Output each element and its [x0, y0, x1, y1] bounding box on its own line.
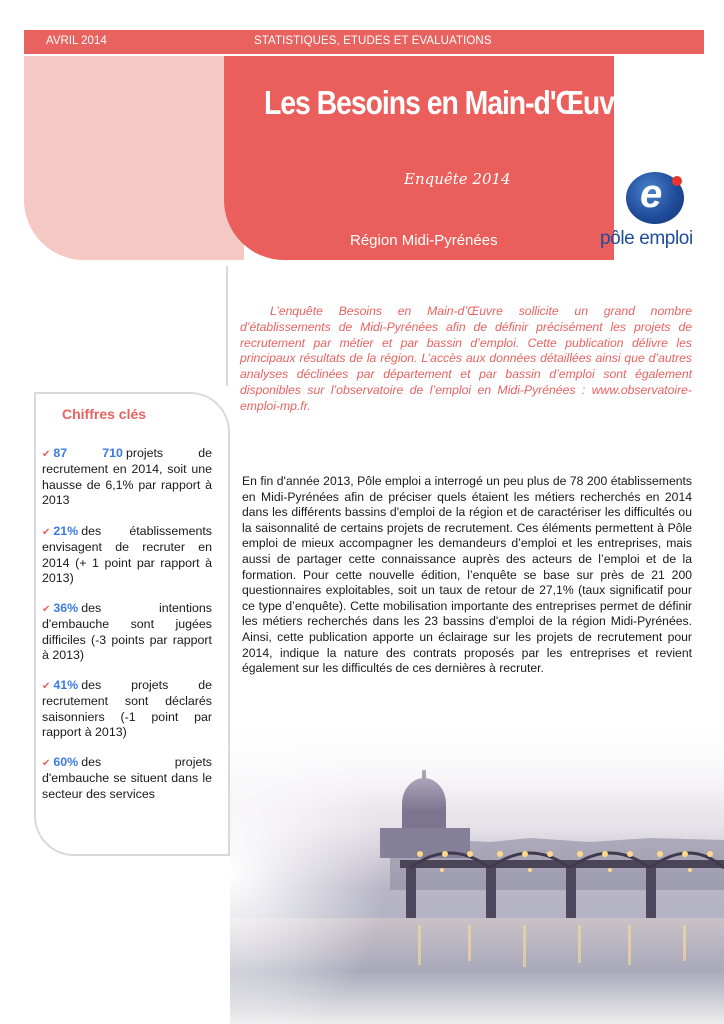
section-title: STATISTIQUES, ETUDES ET EVALUATIONS	[254, 35, 492, 47]
check-icon: ✔	[42, 681, 51, 692]
check-icon: ✔	[42, 604, 51, 615]
key-figure-text: des projets d'embauche se situent dans le secteur des services	[42, 755, 212, 801]
divider	[226, 266, 228, 386]
key-figure-text: des établissements envisagent de recruter en 2014 (+ 1 point par rapport à 2013)	[42, 524, 212, 585]
key-figure-item	[42, 524, 212, 586]
region-name: Région Midi-Pyrénées	[350, 232, 498, 249]
key-figure-item	[42, 601, 212, 663]
check-icon: ✔	[42, 527, 51, 538]
key-figure-value: 87 710	[53, 446, 123, 460]
key-figure-value: 36%	[53, 601, 79, 615]
hero-pink-panel	[24, 56, 244, 260]
key-figure-text: projets de recrutement en 2014, soit une hausse de 6,1% par rapport à 2013	[42, 446, 212, 507]
intro-text: L’enquête Besoins en Main-d’Œuvre sollicite un grand nombre d’établissements de Midi-Pyrénées afin de définir précisément les projets de recrutement par métier et par bassin d’emploi. Cette publication délivre les principaux résultats de la région. L’accès aux données détaillées ainsi que d’autres analyses déclinées par département et par bassin d’emploi sont également disponibles sur l’observatoire de l’emploi en Midi-Pyrénées : www.observatoire-emploi-mp.fr.	[240, 304, 692, 413]
check-icon: ✔	[42, 758, 51, 769]
key-figure-text: des projets de recrutement sont déclarés saisonniers (-1 point par rapport à 2013)	[42, 678, 212, 739]
logo-dot	[672, 176, 682, 186]
key-figure-value: 21%	[53, 524, 79, 538]
logo-text: pôle emploi	[600, 228, 693, 249]
bridge-photo	[230, 720, 724, 1024]
survey-year: Enquête 2014	[404, 170, 511, 188]
publication-date: AVRIL 2014	[46, 35, 107, 47]
key-figure-value: 60%	[53, 755, 79, 769]
header-bar	[24, 30, 704, 54]
logo-letter: e	[640, 172, 663, 216]
key-figure-item	[42, 755, 212, 802]
key-figure-value: 41%	[53, 678, 79, 692]
check-icon: ✔	[42, 449, 51, 460]
key-figure-item	[42, 446, 212, 508]
bridge-photo-illustration	[230, 720, 724, 1024]
key-figures-title: Chiffres clés	[62, 406, 147, 422]
key-figure-text: des intentions d'embauche sont jugées difficiles (-3 points par rapport à 2013)	[42, 601, 212, 662]
document-title: Les Besoins en Main-d'Œuvre	[264, 84, 639, 121]
intro-paragraph	[240, 304, 692, 415]
key-figure-item	[42, 678, 212, 740]
body-paragraph: En fin d'année 2013, Pôle emploi a interrogé un peu plus de 78 200 établissements en Midi-Pyrénées afin de préciser quels étaient les métiers recherchés en 2014 dans les différents bassins d'emploi de la région et de caractériser les difficultés ou la saisonnalité de certains projets de recrutement. Ces éléments permettent à Pôle emploi de mieux accompagner les demandeurs d’emploi et les entreprises, mais aussi de partager cette connaissance auprès des acteurs de l’emploi et de la formation. Pour cette nouvelle édition, l’enquête se base sur près de 21 200 questionnaires exploitables, soit un taux de retour de 27,1% (taux significatif pour ce type d’enquête). Cette mobilisation importante des entreprises permet de définir les métiers recherchés dans les 23 bassins d'emploi de la région Midi-Pyrénées. Ainsi, cette publication apporte un éclairage sur les projets de recrutement pour 2014, indique la nature des contrats proposés par les entreprises et revient également sur les difficultés de ces dernières à recruter.	[242, 474, 692, 676]
